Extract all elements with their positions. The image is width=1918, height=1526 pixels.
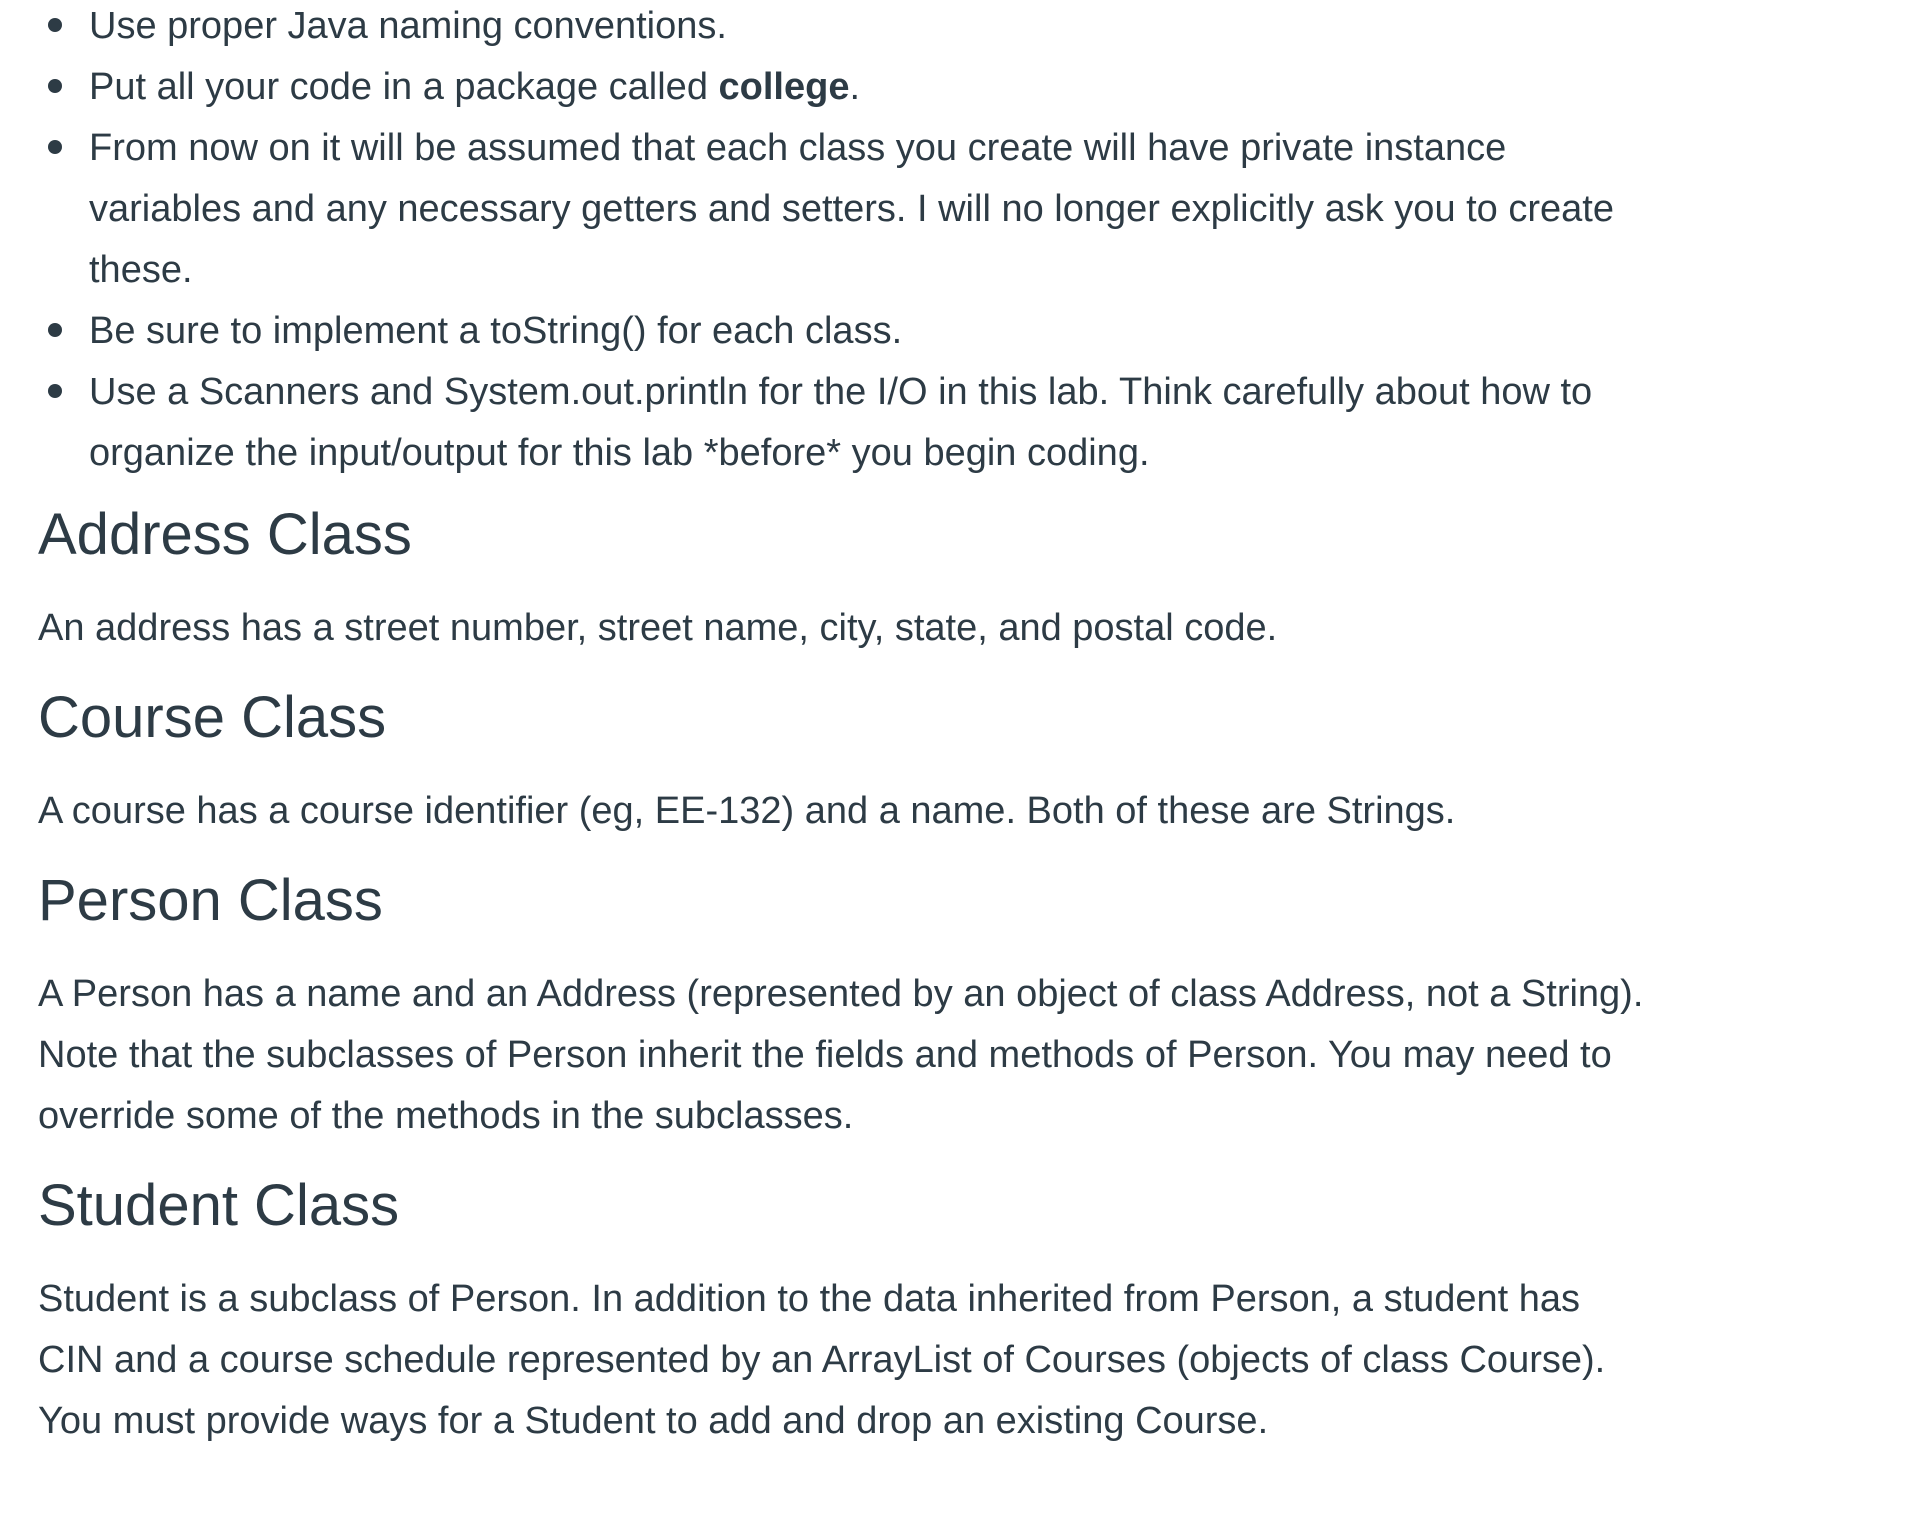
list-item [38,0,1698,57]
list-item [38,57,1698,118]
list-item-line: organize the input/output for this lab *before* you begin coding. [89,432,1150,474]
section-line: Note that the subclasses of Person inherit the fields and methods of Person. You may need to [38,1034,1612,1076]
requirements-list [38,0,1698,484]
section-body [38,1269,1698,1452]
section-line: override some of the methods in the subclasses. [38,1095,854,1137]
section-title: Course Class [38,685,387,750]
list-item-text: Use proper Java naming conventions. [89,5,727,47]
list-item-text: Be sure to implement a toString() for each class. [89,310,903,352]
list-item [38,362,1698,484]
section-title: Address Class [38,502,412,567]
section-address [38,500,1698,659]
section-body [38,598,1698,659]
list-item-line: Use a Scanners and System.out.println for the I/O in this lab. Think carefully about how to [89,371,1593,413]
section-student [38,1171,1698,1452]
list-item-line: these. [89,249,193,291]
list-item-line: From now on it will be assumed that each class you create will have private instance [89,127,1507,169]
section-body [38,781,1698,842]
bullet-icon [48,140,62,154]
section-line: CIN and a course schedule represented by an ArrayList of Courses (objects of class Course). [38,1339,1606,1381]
list-item-text: . [849,66,861,108]
bullet-icon [48,323,62,337]
section-line: An address has a street number, street name, city, state, and postal code. [38,607,1278,649]
section-line: A course has a course identifier (eg, EE-132) and a name. Both of these are Strings. [38,790,1456,832]
list-item-line: variables and any necessary getters and setters. I will no longer explicitly ask you to create [89,188,1614,230]
section-line: Student is a subclass of Person. In addition to the data inherited from Person, a student has [38,1278,1581,1320]
section-title: Person Class [38,868,383,933]
section-body [38,964,1698,1147]
list-item-text: Put all your code in a package called [89,66,719,108]
bullet-icon [48,18,62,32]
package-name: college [718,66,850,108]
section-line: You must provide ways for a Student to add and drop an existing Course. [38,1400,1269,1442]
list-item [38,301,1698,362]
section-line: A Person has a name and an Address (represented by an object of class Address, not a String). [38,973,1644,1015]
section-course [38,683,1698,842]
bullet-icon [48,79,62,93]
section-title: Student Class [38,1173,400,1238]
section-person [38,866,1698,1147]
bullet-icon [48,384,62,398]
list-item [38,118,1698,301]
